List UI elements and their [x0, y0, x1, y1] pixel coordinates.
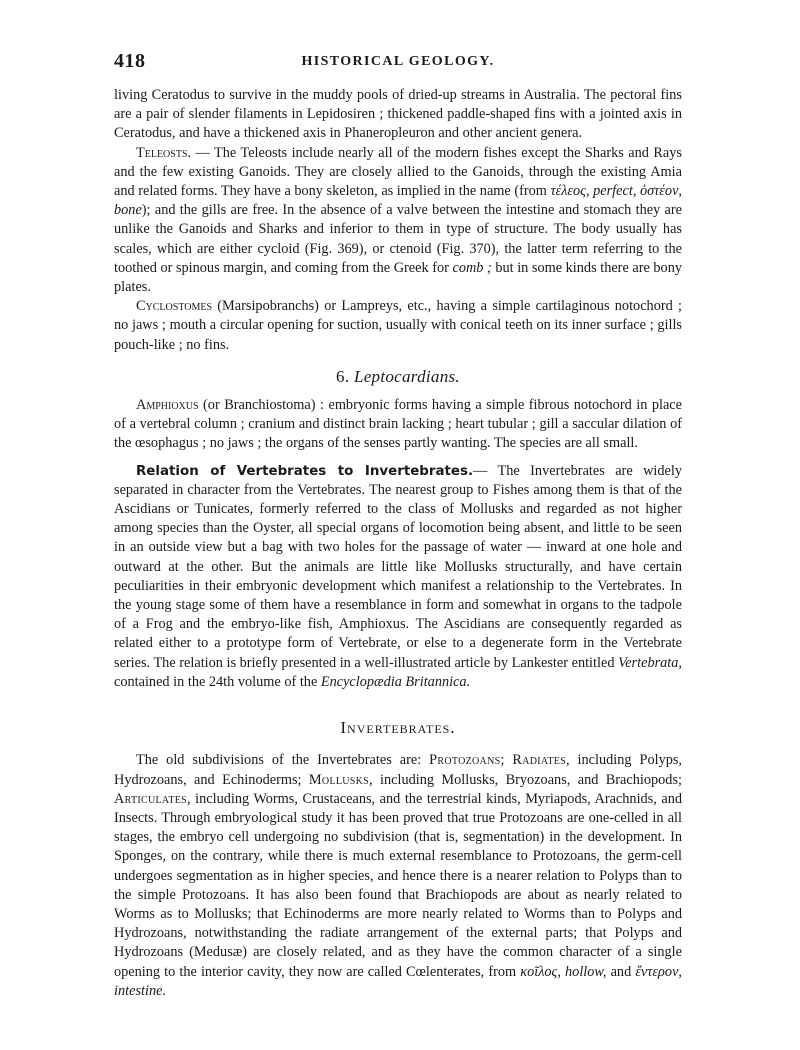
paragraph-text: The old subdivisions of the Invertebrates are:	[136, 752, 430, 769]
paragraph-text: (or Branchiostoma) : embryonic forms having a simple fibrous notochord in place of a vertebral column ; cranium and distinct brain lacking ; heart tubular ; gill a saccular dilation of the œsophagus ; no jaws ; the organs of the senses partly wanting. The species are all small.	[114, 397, 682, 452]
page-header	[114, 50, 682, 76]
greek-koilos: κοῖλος, hollow,	[520, 963, 607, 980]
italic-vertebrata: Vertebrata,	[618, 654, 682, 671]
running-title: HISTORICAL GEOLOGY.	[301, 54, 495, 69]
greek-etymology: τέλεος, perfect, ὀστέον, bone	[114, 183, 682, 219]
term-cyclostomes: Cyclostomes	[136, 298, 213, 315]
section-number: 6.	[336, 366, 350, 386]
paragraph-teleosts	[114, 144, 682, 298]
term-teleosts: Teleosts.	[136, 144, 192, 161]
paragraph-text: — The Invertebrates are widely separated in character from the Vertebrates. The nearest group to Fishes among them is that of the Ascidians or Tunicates, formerly referred to the class of Mollusks and regarded as not higher among species than the Oyster, all special organs of locomotion being absent, and little to be seen in an outside view but a bag with two holes for the passage of water — inward at one hole and outward at the other. But the animals are little like Mollusks structurally, and have certain peculiarities in their embryonic development which manifest a relationship to the Vertebrates. In the young stage some of them have a resemblance in form and somewhat in organs to the tadpole of a Frog and the embryo-like fish, Amphioxus. The Ascidians are consequently regarded as related either to a prototype form of Vertebrate, or else to a degenerate form in the Vertebrate series. The relation is briefly presented in a well-illustrated article by Lankester entitled	[114, 462, 682, 671]
paragraph-text: ); and the gills are free. In the absence of a valve between the intestine and stomach they are unlike the Ganoids and Sharks and inferior to them in type of structure. The body usually has scales, which are either cycloid (Fig. 369), or ctenoid (Fig. 370), the latter term referring to the toothed or spinous margin, and coming from the Greek for	[114, 202, 682, 276]
paragraph-lungfish	[114, 86, 682, 144]
italic-encyclopaedia: Encyclopædia Britannica.	[320, 673, 471, 690]
paragraph-relation	[114, 462, 682, 692]
paragraph-text: , including Worms, Crustaceans, and the terrestrial kinds, Myriapods, Arachnids, and Insects. Through embryological study it has been proved that true Protozoans are one-celled in all stages, the embryo cell undergoing no subdivision (that is, segmentation) in the development. In Sponges, on the contrary, while there is much external resemblance to Protozoans, the germ-cell undergoes segmentation as in higher species, and hence there is a nearer relation to Polyps than to the simple Protozoans. It has also been found that Brachiopods are about as nearly related to Worms as to Mollusks; that Echinoderms are more nearly related to Worms than to Polyps and Hydrozoans, notwithstanding the radiate arrangement of the external parts; that Polyps and Hydrozoans (Medusæ) are closely related, and as they have the common character of a single opening to the interior cavity, they now are called Cœlenterates, from	[114, 790, 682, 980]
page-number: 418	[114, 50, 146, 72]
paragraph-text: — The Teleosts include nearly all of the modern fishes except the Sharks and Rays and the few existing Ganoids. They are closely allied to the Ganoids, through the existing Amia and related forms. They have a bony skeleton, as implied in the name (from	[114, 144, 682, 200]
paragraph-text: and	[606, 963, 636, 980]
term-amphioxus: Amphioxus	[136, 397, 199, 414]
paragraph-text: (Marsipobranchs) or Lampreys, etc., having a simple cartilaginous notochord ; no jaws ; mouth a circular opening for suction, usually with conical teeth on its inner surface ; gills pouch-like ; no fins.	[114, 298, 682, 353]
run-in-heading: Relation of Vertebrates to Invertebrates.	[136, 463, 474, 479]
body-text	[114, 86, 682, 1001]
section-heading-leptocardians	[114, 367, 682, 386]
major-heading-invertebrates: Invertebrates.	[340, 718, 456, 738]
paragraph-text: ;	[500, 752, 513, 769]
italic-comb: comb ;	[452, 259, 492, 276]
paragraph-text: contained in the 24th volume of the	[114, 673, 321, 690]
paragraph-cyclostomes	[114, 297, 682, 355]
paragraph-text: but in some kinds there are bony plates.	[114, 259, 682, 296]
term-articulates: Articulates	[114, 790, 188, 807]
term-radiates: Radiates	[512, 752, 566, 769]
term-mollusks: Mollusks	[308, 771, 370, 788]
paragraph-text: , including Mollusks, Bryozoans, and Brachiopods;	[369, 771, 682, 788]
greek-enteron: ἔντερον, intestine.	[114, 963, 682, 999]
paragraph-amphioxus	[114, 396, 682, 454]
spacer	[114, 454, 682, 462]
term-protozoans: Protozoans	[429, 752, 501, 769]
paragraph-invertebrates	[114, 751, 682, 1001]
paragraph-text: , including Polyps, Hydrozoans, and Echinoderms;	[114, 752, 683, 788]
section-title: Leptocardians.	[353, 366, 460, 386]
paragraph-text: living Ceratodus to survive in the muddy pools of dried-up streams in Australia. The pectoral fins are a pair of slender filaments in Lepidosiren ; thickened paddle-shaped fins with a jointed axis in Ceratodus, and have a thickened axis in Phaneropleuron and other ancient genera.	[114, 87, 682, 142]
